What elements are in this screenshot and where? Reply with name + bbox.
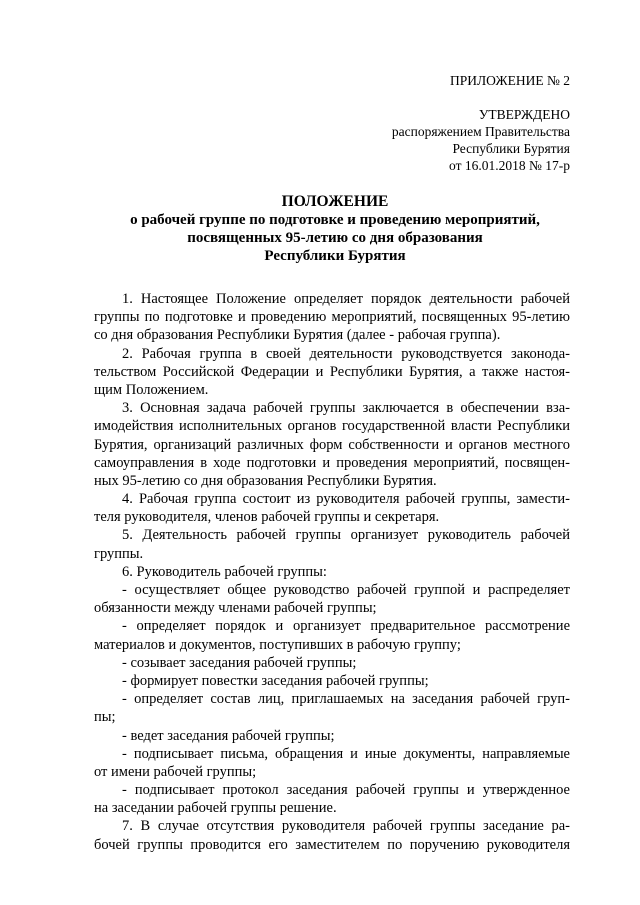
- body-line: ных 95-летию со дня образования Республики Бурятия.: [94, 472, 437, 489]
- body-line: пы;: [94, 709, 116, 726]
- body-line: самоуправления в ходе подготовки и проведения мероприятий, посвящен-: [94, 454, 570, 471]
- document-body: [94, 290, 570, 854]
- body-line: обязанности между членами рабочей группы;: [94, 600, 377, 617]
- order-line-2: Республики Бурятия: [452, 141, 570, 156]
- body-line: материалов и документов, поступивших в рабочую группу;: [94, 636, 461, 653]
- body-line: щим Положением.: [94, 381, 209, 398]
- body-line: 6. Руководитель рабочей группы:: [122, 563, 327, 580]
- document-subtitle-line-1: о рабочей группе по подготовке и проведению мероприятий,: [130, 212, 540, 228]
- body-line: - определяет состав лиц, приглашаемых на заседания рабочей груп-: [122, 691, 570, 708]
- body-line: от имени рабочей группы;: [94, 763, 257, 780]
- body-line: имодействия исполнительных органов государственной власти Республики: [94, 418, 570, 435]
- body-line: на заседании рабочей группы решение.: [94, 800, 337, 817]
- body-line: - осуществляет общее руководство рабочей группой и распределяет: [122, 582, 570, 598]
- appendix-label: ПРИЛОЖЕНИЕ № 2: [449, 73, 570, 88]
- body-line: 7. В случае отсутствия руководителя рабочей группы заседание ра-: [122, 818, 570, 835]
- body-line: бочей группы проводится его заместителем по поручению руководителя: [94, 836, 570, 853]
- body-line: Бурятия, организаций различных форм собственности и органов местного: [94, 436, 570, 453]
- body-line: - созывает заседания рабочей группы;: [122, 654, 357, 671]
- approved-label: УТВЕРЖДЕНО: [478, 107, 570, 122]
- body-line: 2. Рабочая группа в своей деятельности руководствуется законода-: [122, 345, 570, 362]
- body-line: - формирует повестки заседания рабочей группы;: [122, 672, 429, 689]
- body-line: группы по подготовке и проведению мероприятий, посвященных 95-летию: [94, 309, 570, 326]
- body-line: 1. Настоящее Положение определяет порядок деятельности рабочей: [122, 291, 570, 307]
- body-line: тельством Российской Федерации и Республики Бурятия, а также настоя-: [94, 363, 570, 380]
- document-title: ПОЛОЖЕНИЕ: [281, 193, 389, 210]
- body-line: 3. Основная задача рабочей группы заключается в обеспечении вза-: [122, 400, 570, 417]
- body-line: - подписывает письма, обращения и иные документы, направляемые: [122, 745, 570, 762]
- order-line-1: распоряжением Правительства: [391, 124, 570, 139]
- body-line: теля руководителя, членов рабочей группы и секретаря.: [94, 509, 440, 526]
- body-line: - определяет порядок и организует предварительное рассмотрение: [122, 618, 570, 635]
- body-line: - подписывает протокол заседания рабочей группы и утвержденное: [122, 782, 570, 799]
- body-line: 4. Рабочая группа состоит из руководителя рабочей группы, замести-: [122, 491, 570, 508]
- document-subtitle-line-3: Республики Бурятия: [264, 248, 406, 264]
- body-line: - ведет заседания рабочей группы;: [122, 727, 335, 744]
- document-subtitle-line-2: посвященных 95-летию со дня образования: [187, 230, 483, 246]
- body-line: 5. Деятельность рабочей группы организует руководитель рабочей: [122, 527, 570, 544]
- body-line: группы.: [94, 545, 144, 562]
- order-date: от 16.01.2018 № 17-р: [449, 158, 570, 173]
- body-line: со дня образования Республики Бурятия (далее - рабочая группа).: [94, 327, 501, 344]
